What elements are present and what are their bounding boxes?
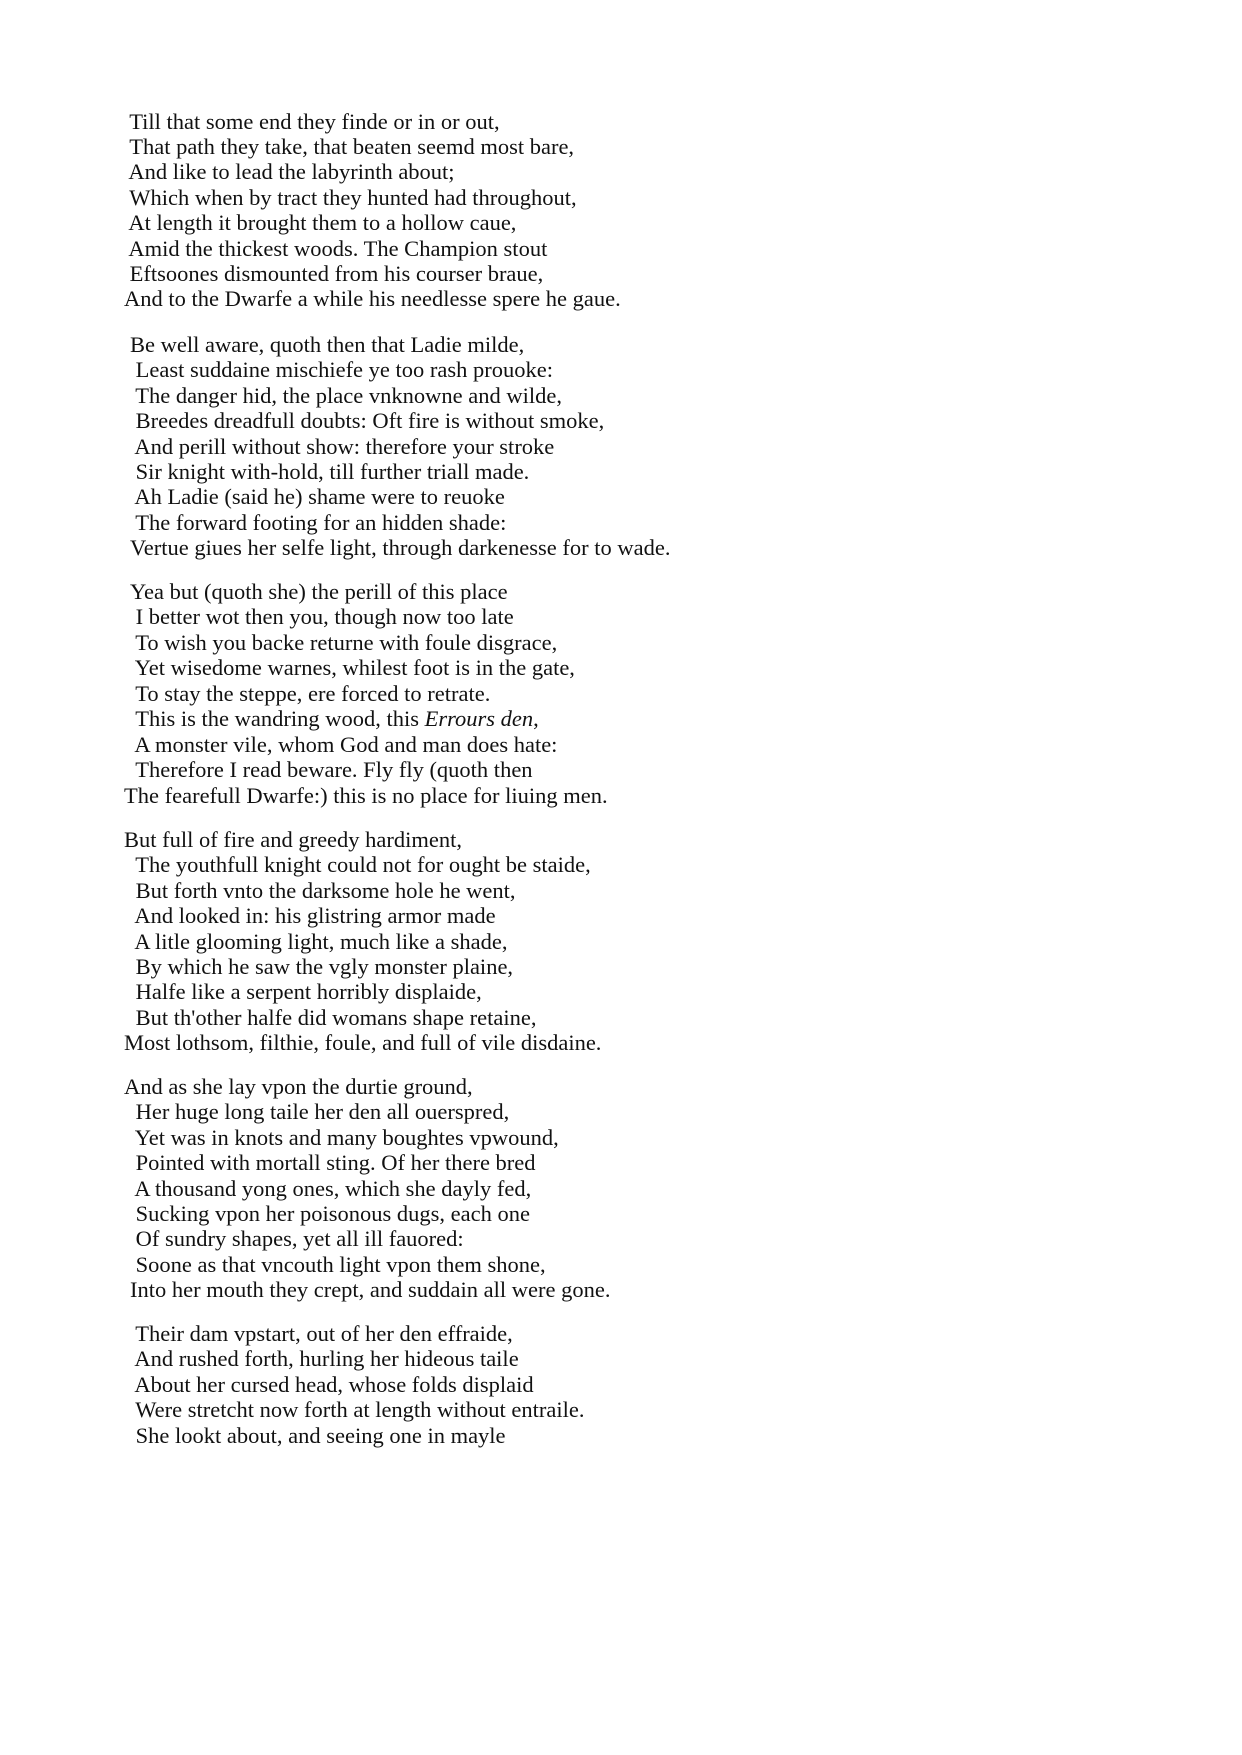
verse-line: Pointed with mortall sting. Of her there bred xyxy=(130,1150,536,1175)
verse-line: She lookt about, and seeing one in mayle xyxy=(130,1423,506,1448)
verse-text: This is the wandring wood, this xyxy=(130,706,425,731)
verse-line: Be well aware, quoth then that Ladie milde, xyxy=(130,332,525,357)
verse-line: Her huge long taile her den all ouerspred, xyxy=(130,1099,510,1124)
verse-line: To stay the steppe, ere forced to retrate. xyxy=(130,681,491,706)
verse-line: Least suddaine mischiefe ye too rash prouoke: xyxy=(130,357,553,382)
verse-line: A litle glooming light, much like a shade, xyxy=(130,929,508,954)
verse-line: Amid the thickest woods. The Champion stout xyxy=(124,236,548,261)
verse-line: Yet was in knots and many boughtes vpwound, xyxy=(130,1125,559,1150)
verse-line: The forward footing for an hidden shade: xyxy=(130,510,507,535)
italic-place-name: Errours den xyxy=(424,706,534,731)
verse-line: About her cursed head, whose folds displaid xyxy=(130,1372,534,1397)
verse-line: Most lothsom, filthie, foule, and full of vile disdaine. xyxy=(124,1030,602,1055)
verse-line: Till that some end they finde or in or out, xyxy=(124,109,500,134)
verse-line: Halfe like a serpent horribly displaide, xyxy=(130,979,482,1004)
verse-line: And looked in: his glistring armor made xyxy=(130,903,496,928)
verse-line: The youthfull knight could not for ought be staide, xyxy=(130,852,591,877)
verse-line: And like to lead the labyrinth about; xyxy=(124,159,455,184)
verse-line: And rushed forth, hurling her hideous taile xyxy=(130,1346,519,1371)
verse-line: Sucking vpon her poisonous dugs, each one xyxy=(130,1201,530,1226)
verse-line: Yet wisedome warnes, whilest foot is in the gate, xyxy=(130,655,575,680)
verse-line: The fearefull Dwarfe:) this is no place for liuing men. xyxy=(124,783,608,808)
verse-line: Yea but (quoth she) the perill of this place xyxy=(130,579,508,604)
verse-line: But forth vnto the darksome hole he went, xyxy=(130,878,516,903)
verse-line: Vertue giues her selfe light, through darkenesse for to wade. xyxy=(130,535,671,560)
verse-line: Soone as that vncouth light vpon them shone, xyxy=(130,1252,546,1277)
verse-text: , xyxy=(533,706,539,731)
verse-line: I better wot then you, though now too late xyxy=(130,604,514,629)
verse-line: To wish you backe returne with foule disgrace, xyxy=(130,630,558,655)
verse-line: Ah Ladie (said he) shame were to reuoke xyxy=(130,484,505,509)
verse-line: Into her mouth they crept, and suddain all were gone. xyxy=(130,1277,611,1302)
verse-line: Their dam vpstart, out of her den effraide, xyxy=(130,1321,513,1346)
verse-line: And as she lay vpon the durtie ground, xyxy=(124,1074,473,1099)
verse-line: By which he saw the vgly monster plaine, xyxy=(130,954,514,979)
verse-line: Sir knight with-hold, till further triall made. xyxy=(130,459,530,484)
verse-line: That path they take, that beaten seemd most bare, xyxy=(124,134,575,159)
verse-line: Eftsoones dismounted from his courser braue, xyxy=(124,261,544,286)
verse-line: But full of fire and greedy hardiment, xyxy=(124,827,463,852)
verse-line: Which when by tract they hunted had throughout, xyxy=(124,185,577,210)
verse-line: And to the Dwarfe a while his needlesse spere he gaue. xyxy=(124,286,621,311)
verse-line: At length it brought them to a hollow caue, xyxy=(124,210,517,235)
verse-line: A thousand yong ones, which she dayly fed, xyxy=(130,1176,532,1201)
verse-line: But th'other halfe did womans shape retaine, xyxy=(130,1005,537,1030)
verse-line: Breedes dreadfull doubts: Oft fire is without smoke, xyxy=(130,408,605,433)
verse-line: And perill without show: therefore your stroke xyxy=(130,434,555,459)
verse-line: Of sundry shapes, yet all ill fauored: xyxy=(130,1226,464,1251)
verse-line: The danger hid, the place vnknowne and wilde, xyxy=(130,383,562,408)
verse-line: A monster vile, whom God and man does hate: xyxy=(130,732,558,757)
verse-line-errours-den xyxy=(130,705,539,733)
verse-line: Were stretcht now forth at length without entraile. xyxy=(130,1397,585,1422)
verse-line: Therefore I read beware. Fly fly (quoth then xyxy=(130,757,533,782)
